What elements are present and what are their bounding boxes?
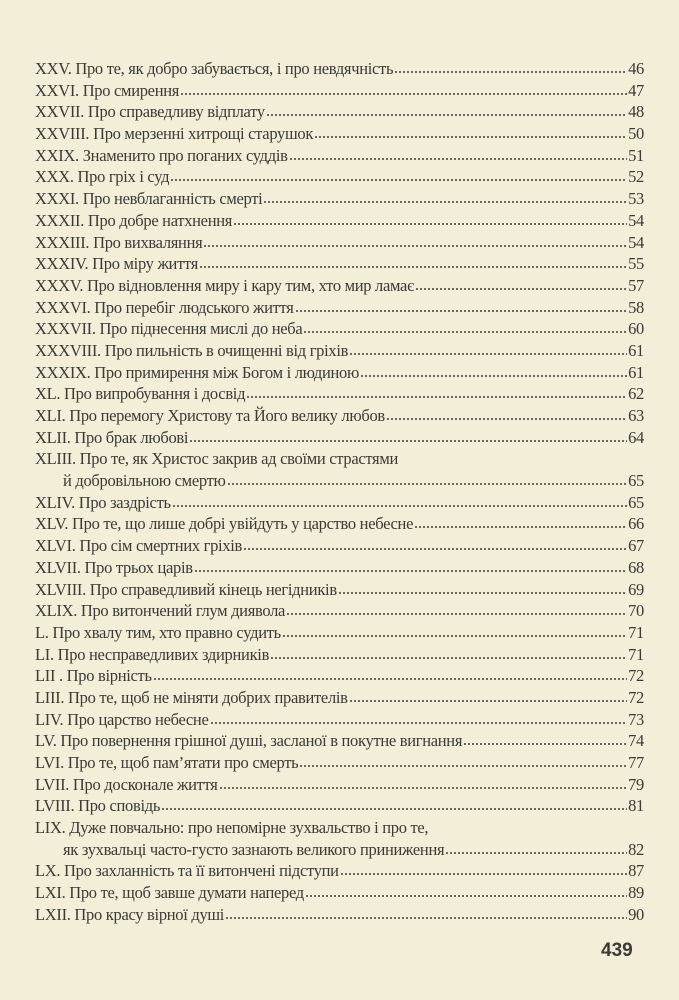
toc-entry [35, 232, 644, 254]
dot-leader [305, 895, 627, 897]
toc-entry-page: 70 [628, 601, 644, 621]
toc-entry [35, 817, 644, 839]
toc-entry [35, 795, 644, 817]
dot-leader [199, 266, 627, 268]
toc-entry-title: LVI. Про те, щоб пам’ятати про смерть [35, 753, 299, 772]
toc-entry-title: XXXI. Про невблаганність смерті [35, 189, 263, 209]
toc-entry-title: XXVI. Про смирення [35, 80, 180, 100]
dot-leader [189, 440, 627, 442]
dot-leader [172, 505, 627, 507]
toc-entry-title: LV. Про повернення грішної душі, засланої в покутне вигнання [35, 731, 463, 751]
dot-leader [299, 765, 627, 767]
dot-leader [246, 396, 627, 398]
page-number: 439 [601, 940, 633, 961]
toc-entry-page: 68 [628, 557, 644, 577]
toc-entry-title: XLI. Про перемогу Христову та Його велику любов [35, 406, 385, 425]
toc-entry-title: LVIII. Про сповідь [35, 796, 161, 816]
toc-entry-page: 66 [628, 514, 644, 534]
table-of-contents [35, 58, 644, 926]
toc-entry [35, 297, 644, 319]
toc-entry-title: й добровільною смертю [63, 471, 226, 491]
dot-leader [295, 310, 628, 312]
toc-entry-page: 69 [628, 579, 644, 599]
toc-entry-page: 64 [628, 427, 644, 447]
dot-leader [210, 722, 628, 724]
toc-entry [35, 730, 644, 752]
toc-entry-page: 55 [628, 254, 644, 274]
toc-entry-title: LIX. Дуже повчально: про непомірне зухвальство і про те, [35, 818, 429, 838]
dot-leader [266, 114, 627, 116]
toc-entry [35, 492, 644, 514]
toc-entry-title: XXXIX. Про примирення між Богом і людиною [35, 362, 359, 382]
dot-leader [233, 223, 627, 225]
toc-entry-title: LXI. Про те, щоб завше думати наперед [35, 883, 304, 903]
dot-leader [194, 570, 627, 572]
dot-leader [243, 548, 627, 550]
toc-entry-title: XXIX. Знаменито про поганих суддів [35, 145, 288, 165]
toc-entry-page: 81 [628, 796, 644, 816]
toc-entry [35, 622, 644, 644]
toc-entry [35, 340, 644, 362]
toc-entry-continuation [35, 839, 644, 861]
dot-leader [180, 93, 627, 95]
dot-leader [227, 483, 628, 485]
dot-leader [170, 179, 627, 181]
toc-entry-page: 73 [628, 709, 644, 729]
toc-entry [35, 166, 644, 188]
toc-entry [35, 513, 644, 535]
toc-entry-page: 63 [628, 406, 644, 425]
toc-entry-page: 48 [628, 102, 644, 122]
dot-leader [338, 592, 627, 594]
toc-entry-title: LVII. Про досконале життя [35, 774, 218, 794]
toc-entry-page: 54 [628, 232, 644, 252]
toc-entry [35, 687, 644, 709]
toc-entry-page: 67 [628, 536, 644, 556]
dot-leader [340, 873, 627, 875]
toc-entry-title: LIII. Про те, щоб не міняти добрих правителів [35, 687, 348, 707]
dot-leader [203, 245, 627, 247]
dot-leader [349, 353, 627, 355]
toc-entry-title: LI. Про несправедливих здирників [35, 644, 270, 664]
toc-entry-page: 58 [628, 297, 644, 317]
toc-entry-title: XXXIII. Про вихваляння [35, 232, 203, 252]
toc-entry-title: LII . Про вірність [35, 666, 152, 686]
toc-entry-page: 61 [628, 340, 644, 360]
dot-leader [225, 917, 627, 919]
toc-entry-page: 62 [628, 384, 644, 404]
toc-entry [35, 709, 644, 731]
toc-entry [35, 535, 644, 557]
dot-leader [445, 852, 627, 854]
toc-entry-page: 52 [628, 167, 644, 187]
toc-entry [35, 557, 644, 579]
toc-entry-title: LIV. Про царство небесне [35, 709, 209, 729]
toc-entry-page: 65 [628, 492, 644, 512]
toc-entry-page: 46 [628, 59, 644, 78]
toc-entry-title: як зухвальці часто-густо зазнають великого приниження [63, 839, 445, 859]
toc-entry-title: XXVIII. Про мерзенні хитрощі старушок [35, 124, 314, 144]
toc-entry [35, 145, 644, 167]
toc-entry [35, 362, 644, 384]
toc-entry [35, 318, 644, 340]
toc-entry-page: 53 [628, 189, 644, 209]
toc-entry [35, 253, 644, 275]
toc-entry [35, 860, 644, 882]
toc-entry-title: XLVI. Про сім смертних гріхів [35, 536, 243, 556]
toc-entry-page: 72 [628, 687, 644, 707]
toc-entry [35, 188, 644, 210]
toc-entry-page: 65 [628, 471, 644, 491]
toc-entry-title: XLII. Про брак любові [35, 427, 189, 447]
toc-entry [35, 752, 644, 774]
dot-leader [303, 331, 627, 333]
toc-entry-title: XLVIII. Про справедливий кінець негідників [35, 579, 337, 599]
toc-entry-title: XXXIV. Про міру життя [35, 254, 198, 274]
toc-entry-page: 54 [628, 210, 644, 230]
dot-leader [386, 418, 627, 420]
toc-entry-page: 89 [628, 883, 644, 903]
toc-entry-title: XXXVIII. Про пильність в очищенні від гріхів [35, 340, 349, 360]
toc-entry-page: 57 [628, 275, 644, 295]
dot-leader [360, 375, 627, 377]
toc-entry [35, 665, 644, 687]
toc-entry-title: XLIV. Про заздрість [35, 492, 171, 512]
toc-entry-title: LX. Про захланність та її витончені підступи [35, 861, 339, 881]
toc-entry [35, 600, 644, 622]
toc-entry-page: 72 [628, 666, 644, 686]
toc-entry [35, 405, 644, 427]
toc-entry-page: 74 [628, 731, 644, 751]
toc-entry [35, 579, 644, 601]
toc-entry-title: XLIX. Про витончений глум диявола [35, 601, 286, 621]
toc-entry [35, 80, 644, 102]
toc-entry-title: XXVII. Про справедливу відплату [35, 102, 265, 122]
dot-leader [394, 71, 627, 73]
toc-entry-page: 87 [628, 861, 644, 881]
toc-entry-title: L. Про хвалу тим, хто правно судить [35, 622, 281, 642]
toc-entry-title: XLVII. Про трьох царів [35, 557, 193, 577]
dot-leader [153, 678, 627, 680]
dot-leader [414, 526, 627, 528]
toc-entry-title: XXXVI. Про перебіг людського життя [35, 297, 294, 317]
toc-entry [35, 383, 644, 405]
dot-leader [314, 136, 627, 138]
toc-entry-page: 61 [628, 362, 644, 382]
toc-entry-title: XXXV. Про відновлення миру і кару тим, хто мир ламає [35, 275, 414, 295]
toc-entry-title: XL. Про випробування і досвід [35, 384, 246, 404]
toc-entry-page: 90 [628, 904, 644, 924]
toc-entry-page: 77 [628, 753, 644, 772]
dot-leader [415, 288, 627, 290]
toc-entry-page: 82 [628, 839, 644, 859]
dot-leader [161, 808, 627, 810]
toc-entry-title: XXXVII. Про піднесення мислі до неба [35, 319, 303, 339]
toc-entry-page: 79 [628, 774, 644, 794]
toc-entry-page: 50 [628, 124, 644, 144]
dot-leader [219, 787, 628, 789]
toc-entry [35, 427, 644, 449]
toc-entry-title: XXX. Про гріх і суд [35, 167, 170, 187]
toc-entry [35, 101, 644, 123]
dot-leader [289, 158, 627, 160]
toc-entry [35, 210, 644, 232]
toc-entry [35, 774, 644, 796]
dot-leader [270, 657, 627, 659]
toc-entry-title: LXII. Про красу вірної душі [35, 904, 225, 924]
dot-leader [282, 635, 627, 637]
toc-entry-title: XLV. Про те, що лише добрі увійдуть у царство небесне [35, 514, 414, 534]
toc-entry-page: 51 [628, 145, 644, 165]
toc-entry-page: 47 [628, 80, 644, 100]
toc-entry [35, 644, 644, 666]
toc-entry [35, 123, 644, 145]
toc-entry-title: XXXII. Про добре натхнення [35, 210, 233, 230]
dot-leader [463, 743, 627, 745]
toc-entry [35, 882, 644, 904]
toc-entry [35, 448, 644, 470]
dot-leader [286, 613, 627, 615]
toc-entry [35, 58, 644, 80]
toc-entry-page: 71 [628, 622, 644, 642]
toc-entry-title: XXV. Про те, як добро забувається, і про невдячність [35, 59, 394, 78]
dot-leader [349, 700, 627, 702]
toc-entry-continuation [35, 470, 644, 492]
toc-entry-title: XLIII. Про те, як Христос закрив ад своїми страстями [35, 449, 399, 469]
toc-entry-page: 71 [628, 644, 644, 664]
toc-entry-page: 60 [628, 319, 644, 339]
dot-leader [263, 201, 627, 203]
toc-entry [35, 904, 644, 926]
toc-entry [35, 275, 644, 297]
